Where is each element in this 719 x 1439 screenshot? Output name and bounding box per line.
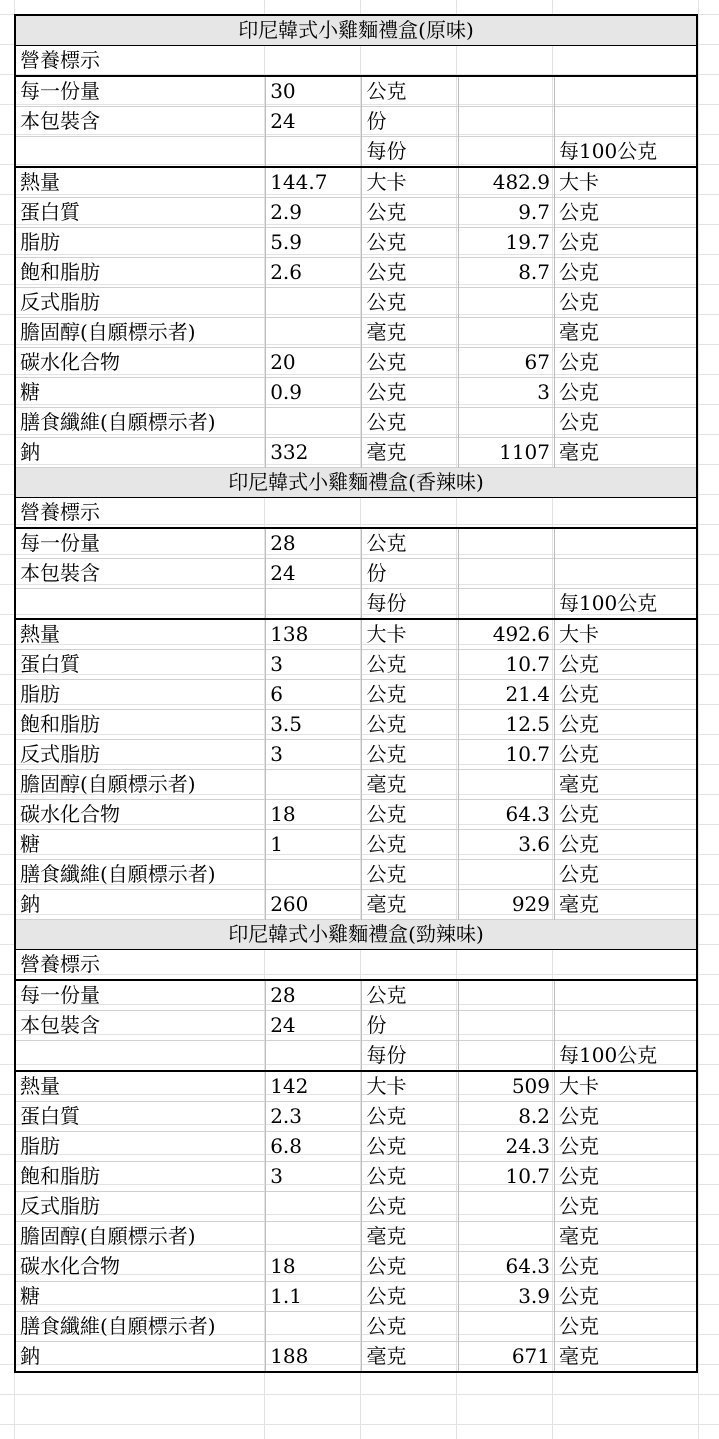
per-100g-value[interactable]: 3.9: [458, 1282, 554, 1312]
empty-cell[interactable]: [266, 137, 362, 168]
per-serving-value[interactable]: [266, 408, 362, 438]
nutrition-sheet: [14, 14, 698, 1373]
nutrient-name[interactable]: 膳食纖維(自願標示者): [15, 408, 266, 438]
pack-value[interactable]: 24: [266, 107, 362, 137]
pack-unit[interactable]: 份: [362, 559, 458, 589]
per-100g-value[interactable]: 482.9: [458, 167, 554, 198]
nutrient-row: [15, 198, 697, 228]
per-100g-unit[interactable]: 毫克: [555, 890, 698, 920]
per-100g-value[interactable]: 492.6: [458, 619, 554, 650]
per-serving-unit[interactable]: 毫克: [362, 770, 458, 800]
empty-cell[interactable]: [458, 1041, 554, 1072]
table-title[interactable]: 印尼韓式小雞麵禮盒(勁辣味): [15, 920, 697, 950]
nutrient-name[interactable]: 碳水化合物: [15, 1252, 266, 1282]
serving-size-row: [15, 528, 697, 559]
pack-label[interactable]: 本包裝含: [15, 559, 266, 589]
per-serving-value[interactable]: 6: [266, 680, 362, 710]
per-serving-value[interactable]: 144.7: [266, 167, 362, 198]
per-serving-unit[interactable]: 公克: [362, 800, 458, 830]
nutrient-name[interactable]: 鈉: [15, 1342, 266, 1373]
per-serving-unit[interactable]: 毫克: [362, 1222, 458, 1252]
per-100g-value[interactable]: [458, 860, 554, 890]
pack-unit[interactable]: 份: [362, 107, 458, 137]
per-100g-unit[interactable]: 公克: [555, 1132, 698, 1162]
per-serving-value[interactable]: [266, 1312, 362, 1342]
nutrient-name[interactable]: 膽固醇(自願標示者): [15, 318, 266, 348]
per-100g-unit[interactable]: 公克: [555, 258, 698, 288]
per-serving-unit[interactable]: 公克: [362, 1312, 458, 1342]
per-serving-unit[interactable]: 公克: [362, 1192, 458, 1222]
table-title-row: [15, 920, 697, 950]
per-100g-unit[interactable]: 公克: [555, 800, 698, 830]
gridline: [0, 1394, 719, 1395]
per-serving-unit[interactable]: 毫克: [362, 1342, 458, 1373]
nutrient-row: [15, 1282, 697, 1312]
nutrient-row: [15, 1222, 697, 1252]
nutrient-row: [15, 860, 697, 890]
per-100g-header[interactable]: 每100公克: [555, 137, 698, 168]
per-100g-unit[interactable]: 公克: [555, 680, 698, 710]
per-serving-unit[interactable]: 公克: [362, 288, 458, 318]
serving-size-row: [15, 76, 697, 107]
nutrient-row: [15, 167, 697, 198]
per-100g-value[interactable]: 67: [458, 348, 554, 378]
nutrient-row: [15, 348, 697, 378]
per-serving-unit[interactable]: 毫克: [362, 318, 458, 348]
empty-cell[interactable]: [555, 107, 698, 137]
section-label-row: [15, 46, 697, 77]
nutrient-row: [15, 1162, 697, 1192]
nutrient-row: [15, 770, 697, 800]
per-serving-unit[interactable]: 公克: [362, 228, 458, 258]
nutrient-name[interactable]: 反式脂肪: [15, 1192, 266, 1222]
nutrient-name[interactable]: 脂肪: [15, 680, 266, 710]
per-serving-unit[interactable]: 公克: [362, 1252, 458, 1282]
nutrient-row: [15, 1132, 697, 1162]
per-serving-value[interactable]: [266, 770, 362, 800]
per-serving-unit[interactable]: 公克: [362, 1282, 458, 1312]
per-100g-value[interactable]: 21.4: [458, 680, 554, 710]
serving-unit[interactable]: 公克: [362, 528, 458, 559]
empty-cell[interactable]: [458, 76, 554, 107]
per-100g-value[interactable]: 8.2: [458, 1102, 554, 1132]
nutrient-name[interactable]: 飽和脂肪: [15, 710, 266, 740]
per-100g-unit[interactable]: 公克: [555, 228, 698, 258]
nutrient-name[interactable]: 反式脂肪: [15, 740, 266, 770]
gridline: [698, 0, 699, 1439]
nutrient-name[interactable]: 膳食纖維(自願標示者): [15, 860, 266, 890]
per-serving-value[interactable]: 2.6: [266, 258, 362, 288]
per-100g-value[interactable]: [458, 1312, 554, 1342]
empty-cell[interactable]: [458, 528, 554, 559]
nutrient-row: [15, 800, 697, 830]
per-100g-unit[interactable]: 公克: [555, 740, 698, 770]
pack-unit[interactable]: 份: [362, 1011, 458, 1041]
nutrient-name[interactable]: 膽固醇(自願標示者): [15, 770, 266, 800]
per-100g-unit[interactable]: 公克: [555, 1252, 698, 1282]
nutrient-row: [15, 438, 697, 468]
per-serving-unit[interactable]: 公克: [362, 680, 458, 710]
nutrient-row: [15, 1312, 697, 1342]
per-serving-unit[interactable]: 毫克: [362, 890, 458, 920]
nutrient-row: [15, 408, 697, 438]
per-100g-value[interactable]: [458, 288, 554, 318]
per-100g-unit[interactable]: 公克: [555, 1162, 698, 1192]
section-label[interactable]: 營養標示: [15, 46, 697, 77]
section-label-row: [15, 950, 697, 981]
per-100g-value[interactable]: 10.7: [458, 1162, 554, 1192]
per-serving-header[interactable]: 每份: [362, 589, 458, 620]
nutrient-row: [15, 378, 697, 408]
nutrient-name[interactable]: 鈉: [15, 438, 266, 468]
per-100g-value[interactable]: 24.3: [458, 1132, 554, 1162]
per-serving-value[interactable]: 332: [266, 438, 362, 468]
table-title[interactable]: 印尼韓式小雞麵禮盒(原味): [15, 15, 697, 46]
empty-cell[interactable]: [555, 980, 698, 1011]
per-serving-unit[interactable]: 大卡: [362, 167, 458, 198]
nutrient-row: [15, 1071, 697, 1102]
per-serving-value[interactable]: [266, 1222, 362, 1252]
gridline: [0, 1424, 719, 1425]
per-100g-unit[interactable]: 公克: [555, 650, 698, 680]
nutrient-name[interactable]: 蛋白質: [15, 198, 266, 228]
section-label[interactable]: 營養標示: [15, 498, 697, 529]
per-100g-value[interactable]: 509: [458, 1071, 554, 1102]
per-100g-value[interactable]: 10.7: [458, 650, 554, 680]
per-serving-value[interactable]: 1.1: [266, 1282, 362, 1312]
pack-value[interactable]: 24: [266, 559, 362, 589]
per-100g-value[interactable]: [458, 1222, 554, 1252]
nutrient-row: [15, 258, 697, 288]
nutrient-row: [15, 740, 697, 770]
nutrient-name[interactable]: 蛋白質: [15, 650, 266, 680]
per-serving-value[interactable]: [266, 1192, 362, 1222]
nutrient-name[interactable]: 糖: [15, 378, 266, 408]
nutrient-name[interactable]: 飽和脂肪: [15, 1162, 266, 1192]
empty-cell[interactable]: [266, 589, 362, 620]
nutrient-name[interactable]: 碳水化合物: [15, 800, 266, 830]
per-100g-value[interactable]: 10.7: [458, 740, 554, 770]
empty-cell[interactable]: [458, 107, 554, 137]
per-serving-header[interactable]: 每份: [362, 137, 458, 168]
per-100g-value[interactable]: 1107: [458, 438, 554, 468]
nutrient-row: [15, 1102, 697, 1132]
per-serving-value[interactable]: [266, 860, 362, 890]
per-100g-header[interactable]: 每100公克: [555, 1041, 698, 1072]
per-100g-value[interactable]: 3: [458, 378, 554, 408]
per-serving-value[interactable]: 0.9: [266, 378, 362, 408]
per-serving-unit[interactable]: 公克: [362, 740, 458, 770]
per-100g-unit[interactable]: 公克: [555, 1282, 698, 1312]
per-100g-value[interactable]: [458, 318, 554, 348]
per-serving-unit[interactable]: 公克: [362, 258, 458, 288]
nutrient-name[interactable]: 碳水化合物: [15, 348, 266, 378]
serving-unit[interactable]: 公克: [362, 980, 458, 1011]
per-100g-value[interactable]: [458, 408, 554, 438]
nutrient-name[interactable]: 蛋白質: [15, 1102, 266, 1132]
per-100g-unit[interactable]: 大卡: [555, 1071, 698, 1102]
nutrient-name[interactable]: 糖: [15, 830, 266, 860]
per-serving-value[interactable]: 260: [266, 890, 362, 920]
per-100g-unit[interactable]: 毫克: [555, 770, 698, 800]
per-100g-unit[interactable]: 公克: [555, 348, 698, 378]
per-serving-value[interactable]: 3.5: [266, 710, 362, 740]
per-100g-unit[interactable]: 毫克: [555, 1342, 698, 1373]
nutrient-row: [15, 288, 697, 318]
nutrient-row: [15, 830, 697, 860]
per-serving-unit[interactable]: 大卡: [362, 619, 458, 650]
per-serving-unit[interactable]: 公克: [362, 1102, 458, 1132]
per-100g-unit[interactable]: 公克: [555, 1102, 698, 1132]
per-serving-unit[interactable]: 毫克: [362, 438, 458, 468]
per-serving-unit[interactable]: 公克: [362, 1162, 458, 1192]
table-title-row: [15, 15, 697, 46]
column-header-row: [15, 1041, 697, 1072]
nutrient-row: [15, 680, 697, 710]
servings-per-pack-row: [15, 107, 697, 137]
nutrient-name[interactable]: 膳食纖維(自願標示者): [15, 1312, 266, 1342]
serving-label[interactable]: 每一份量: [15, 980, 266, 1011]
empty-cell[interactable]: [15, 589, 266, 620]
empty-cell[interactable]: [458, 137, 554, 168]
nutrient-name[interactable]: 鈉: [15, 890, 266, 920]
pack-label[interactable]: 本包裝含: [15, 107, 266, 137]
per-100g-unit[interactable]: 公克: [555, 198, 698, 228]
empty-cell[interactable]: [458, 980, 554, 1011]
per-100g-unit[interactable]: 毫克: [555, 1222, 698, 1252]
nutrient-name[interactable]: 飽和脂肪: [15, 258, 266, 288]
empty-cell[interactable]: [15, 1041, 266, 1072]
per-serving-value[interactable]: 18: [266, 1252, 362, 1282]
per-serving-value[interactable]: [266, 318, 362, 348]
per-serving-unit[interactable]: 公克: [362, 408, 458, 438]
nutrient-row: [15, 228, 697, 258]
per-100g-unit[interactable]: 公克: [555, 378, 698, 408]
nutrient-name[interactable]: 膽固醇(自願標示者): [15, 1222, 266, 1252]
per-serving-value[interactable]: 188: [266, 1342, 362, 1373]
servings-per-pack-row: [15, 1011, 697, 1041]
empty-cell[interactable]: [555, 76, 698, 107]
per-serving-value[interactable]: 2.3: [266, 1102, 362, 1132]
nutrient-row: [15, 710, 697, 740]
section-label-row: [15, 498, 697, 529]
serving-value[interactable]: 28: [266, 528, 362, 559]
per-100g-value[interactable]: 64.3: [458, 1252, 554, 1282]
column-header-row: [15, 589, 697, 620]
serving-unit[interactable]: 公克: [362, 76, 458, 107]
empty-cell[interactable]: [458, 1011, 554, 1041]
per-serving-value[interactable]: 3: [266, 1162, 362, 1192]
per-serving-value[interactable]: 20: [266, 348, 362, 378]
per-serving-value[interactable]: 1: [266, 830, 362, 860]
serving-label[interactable]: 每一份量: [15, 76, 266, 107]
per-serving-unit[interactable]: 公克: [362, 378, 458, 408]
per-serving-unit[interactable]: 公克: [362, 860, 458, 890]
per-100g-unit[interactable]: 公克: [555, 830, 698, 860]
per-serving-unit[interactable]: 大卡: [362, 1071, 458, 1102]
per-serving-value[interactable]: 2.9: [266, 198, 362, 228]
per-serving-value[interactable]: 18: [266, 800, 362, 830]
nutrient-row: [15, 1192, 697, 1222]
per-100g-unit[interactable]: 大卡: [555, 619, 698, 650]
per-100g-unit[interactable]: 毫克: [555, 438, 698, 468]
empty-cell[interactable]: [555, 528, 698, 559]
nutrient-row: [15, 1252, 697, 1282]
empty-cell[interactable]: [458, 589, 554, 620]
nutrient-name[interactable]: 反式脂肪: [15, 288, 266, 318]
serving-label[interactable]: 每一份量: [15, 528, 266, 559]
table-title-row: [15, 468, 697, 498]
nutrient-name[interactable]: 熱量: [15, 1071, 266, 1102]
column-header-row: [15, 137, 697, 168]
nutrient-name[interactable]: 脂肪: [15, 228, 266, 258]
table-title[interactable]: 印尼韓式小雞麵禮盒(香辣味): [15, 468, 697, 498]
per-serving-unit[interactable]: 公克: [362, 348, 458, 378]
per-serving-value[interactable]: 5.9: [266, 228, 362, 258]
per-serving-value[interactable]: 3: [266, 650, 362, 680]
per-100g-unit[interactable]: 公克: [555, 860, 698, 890]
pack-value[interactable]: 24: [266, 1011, 362, 1041]
per-serving-unit[interactable]: 公克: [362, 710, 458, 740]
nutrient-row: [15, 1342, 697, 1373]
nutrient-name[interactable]: 脂肪: [15, 1132, 266, 1162]
section-label[interactable]: 營養標示: [15, 950, 697, 981]
per-100g-unit[interactable]: 公克: [555, 710, 698, 740]
per-100g-value[interactable]: 64.3: [458, 800, 554, 830]
per-100g-unit[interactable]: 公克: [555, 288, 698, 318]
per-100g-unit[interactable]: 公克: [555, 1192, 698, 1222]
per-serving-value[interactable]: 3: [266, 740, 362, 770]
empty-cell[interactable]: [555, 559, 698, 589]
nutrient-name[interactable]: 熱量: [15, 167, 266, 198]
per-100g-value[interactable]: 19.7: [458, 228, 554, 258]
pack-label[interactable]: 本包裝含: [15, 1011, 266, 1041]
nutrient-name[interactable]: 糖: [15, 1282, 266, 1312]
per-100g-value[interactable]: 3.6: [458, 830, 554, 860]
nutrient-row: [15, 619, 697, 650]
per-100g-value[interactable]: [458, 1192, 554, 1222]
per-serving-unit[interactable]: 公克: [362, 198, 458, 228]
per-100g-unit[interactable]: 大卡: [555, 167, 698, 198]
per-serving-unit[interactable]: 公克: [362, 830, 458, 860]
empty-cell[interactable]: [266, 1041, 362, 1072]
per-100g-value[interactable]: [458, 770, 554, 800]
empty-cell[interactable]: [458, 559, 554, 589]
per-100g-value[interactable]: 929: [458, 890, 554, 920]
empty-cell[interactable]: [15, 137, 266, 168]
per-serving-value[interactable]: 6.8: [266, 1132, 362, 1162]
per-100g-unit[interactable]: 毫克: [555, 318, 698, 348]
per-serving-header[interactable]: 每份: [362, 1041, 458, 1072]
per-serving-unit[interactable]: 公克: [362, 650, 458, 680]
per-serving-value[interactable]: 142: [266, 1071, 362, 1102]
per-100g-value[interactable]: 12.5: [458, 710, 554, 740]
per-100g-value[interactable]: 671: [458, 1342, 554, 1373]
nutrient-name[interactable]: 熱量: [15, 619, 266, 650]
per-100g-header[interactable]: 每100公克: [555, 589, 698, 620]
serving-size-row: [15, 980, 697, 1011]
serving-value[interactable]: 30: [266, 76, 362, 107]
per-serving-unit[interactable]: 公克: [362, 1132, 458, 1162]
per-100g-value[interactable]: 9.7: [458, 198, 554, 228]
nutrient-row: [15, 318, 697, 348]
serving-value[interactable]: 28: [266, 980, 362, 1011]
per-serving-value[interactable]: 138: [266, 619, 362, 650]
nutrient-row: [15, 890, 697, 920]
per-100g-unit[interactable]: 公克: [555, 1312, 698, 1342]
per-100g-value[interactable]: 8.7: [458, 258, 554, 288]
servings-per-pack-row: [15, 559, 697, 589]
nutrient-row: [15, 650, 697, 680]
per-serving-value[interactable]: [266, 288, 362, 318]
empty-cell[interactable]: [555, 1011, 698, 1041]
per-100g-unit[interactable]: 公克: [555, 408, 698, 438]
